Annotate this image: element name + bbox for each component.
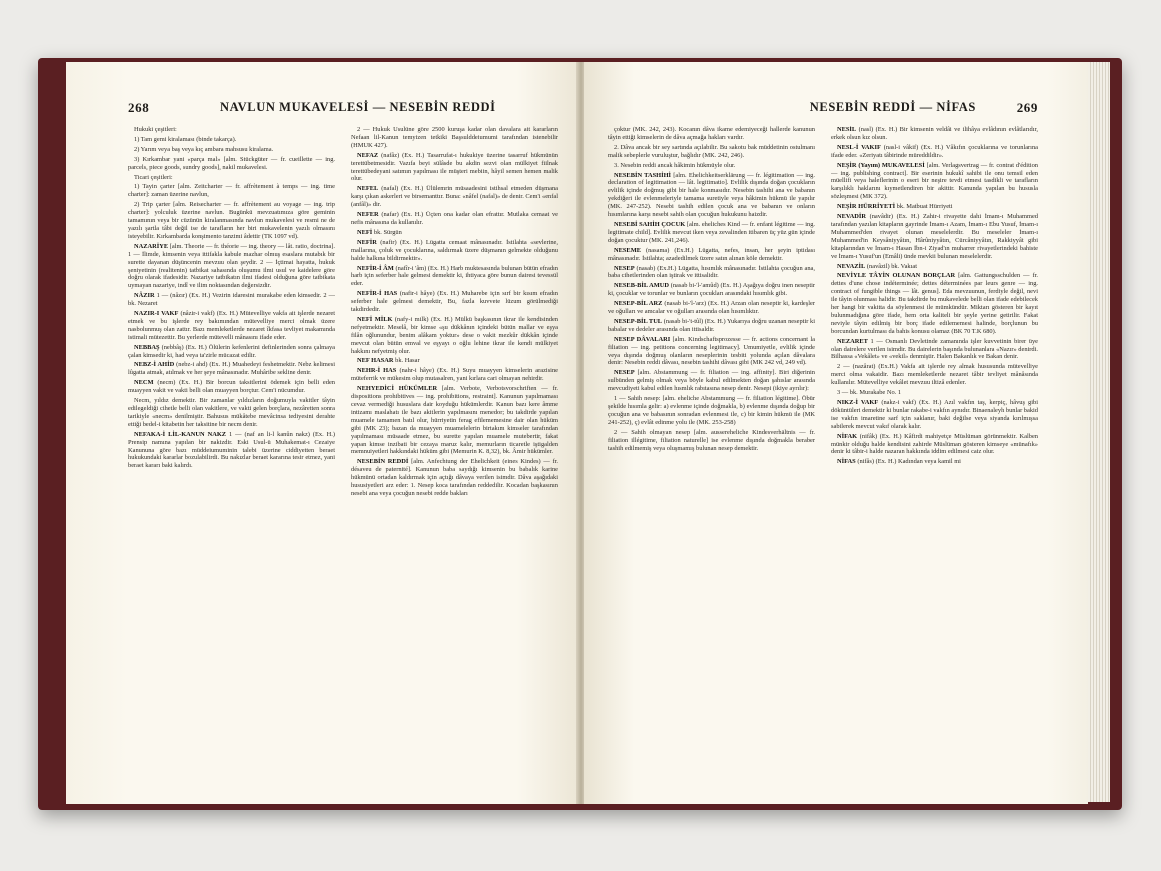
entry-headword: NEVADİR xyxy=(837,213,867,221)
entry-text: (nafâz) (Ex. H.) Tasarrufat-ı hukukiye üzerine tasarruf hükmünün terettübetmesidir. Vazıfa beyi sülâsde bu akdin sezvi olan mülkiyet fiilnak terettübedeyani satımın yapılması ile müşteri mebiin, hâyil semen hemen malik olur. xyxy=(351,151,558,183)
dictionary-entry xyxy=(831,144,1038,160)
entry-text: [alm. Anfechtung der Ehelichkeit (eines Kindes) — fr. désaveu de paternité]. Kanunun baba saydığı kimsenin bu babalık karine hükmünü ortadan kaldırmak için açtığı dâvaya verilen isimdir. Dâva aşağıdaki hususiyetleri arz eder: 1. Nesep koca tarafından reddedilir. Kocadan başkasının nesebi ana veya çocuğun nesebi redde bakları xyxy=(351,458,558,497)
dictionary-entry xyxy=(128,344,335,360)
dictionary-entry xyxy=(351,385,558,456)
dictionary-entry xyxy=(608,172,815,219)
entry-text: (nifâs) (Ex. H.) Kadından veya kamil mi xyxy=(857,458,961,466)
entry-text: (nasab bi-'l-'amûd) (Ex. H.) Aşağıya doğru inen neseptir ki, çocuklar ve torunlar ve bunların çocukları arasındaki hısımlık gibi. xyxy=(608,282,815,298)
entry-text: Ticari çeşitleri: xyxy=(134,173,173,181)
dictionary-entry xyxy=(128,361,335,377)
entry-text: (necm) (Ex. H.) Bir borcun taksitlerini ödemek için belli eden muayyen vakit ve vakti belli olan muayyen borçtur. Cem'i nücumdur. xyxy=(128,379,335,395)
entry-headword: NAZIR-I VAKF xyxy=(134,310,179,318)
dictionary-entry xyxy=(128,126,335,134)
dictionary-entry xyxy=(351,229,558,237)
dictionary-entry xyxy=(608,429,815,453)
dictionary-entry xyxy=(128,292,335,308)
entry-headword: NEF HASAR xyxy=(357,357,394,365)
entry-text: (nasl) (Ex. H.) Bir kimsenin veldâi ve ilihâya evlâdının evlâtlarıdır, erkek olsun kız olsun. xyxy=(831,126,1038,141)
dictionary-entry xyxy=(831,272,1038,335)
entry-text: (navâzil) bk. Vakıat xyxy=(866,262,918,270)
entry-text: 1 — (nâzır) (Ex. H.) Vezirin idaresini murakabe eden kimsedir. 2 — bk. Nezaret xyxy=(128,292,335,308)
dictionary-entry xyxy=(608,369,815,393)
entry-text: [alm. Verbote, Verbotsvorschriften — fr. dispositions prohibitives — ing. prohibitions, restraint]. Kanunun yapılmaması cevaz vermediği hususlara dair koyduğu hükümlerdir. Kanun bazı kere âmme intizamı maslahatı ile bazı akitlerin yapılmasını menedor; bu takdirde yapılan muamele tamamen batıl olur, hürriyetin ferag efilememesine dair olan hüküm gibi (MK 23); bazan da muayyen muamelelerin birtakım kimseler tarafından yapılmaması müsaade etmez, bu surette yapılan muamele mutebertir, fakat yapan kimse inzibati bir cezaya maruz kalır, memurların ticaretle iştigalden memnuiyetleri hakkındaki hüküm gibi (Memurin K. 8,32), bk. Âmir hükümler. xyxy=(351,385,558,456)
entry-headword: NESEBİN TASHİHİ xyxy=(614,171,672,179)
entry-headword: NEFİ MİLK xyxy=(357,315,393,323)
dictionary-entry xyxy=(608,336,815,368)
entry-headword: NEZARET xyxy=(837,337,868,345)
entry-text: (nasab) (Ex.H.) Lügatta, hısımlık mânasınadır. İstilahta çocuğun ana, baba cihetlerinden olan iştirak ve ittisalidir. xyxy=(608,264,815,280)
dictionary-entry xyxy=(831,363,1038,387)
dictionary-entry xyxy=(351,185,558,209)
entry-headword: NEŞİR HÜRRİYETİ xyxy=(837,203,896,211)
entry-text: (nafir) (Ex. H.) Lügatta cemaat mânasınadır. İstilahta «sevlerine, mallarına, çoluk ve çocuklarına, saldırmak üzere düşmanın gelmekte olduğunu halde halkına bildirmektir». xyxy=(351,238,558,262)
entry-headword: NEVİYLE TÂYİN OLUNAN BORÇLAR xyxy=(837,272,956,280)
dictionary-entry xyxy=(351,458,558,498)
dictionary-entry xyxy=(351,265,558,289)
entry-text: [alm. Abstammung — fr. filiation — ing. affinity]. Biri diğerinin sulbünden gelmiş olmak veya böyle kabul edilmekten doğan şahıslar arasında mevcudiyeti kabul edilen hısmlık rabıtasına nesep denir. Nesepi (ikiye ayrılır): xyxy=(608,369,815,393)
dictionary-entry xyxy=(128,174,335,182)
dictionary-entry xyxy=(351,316,558,356)
dictionary-entry xyxy=(831,389,1038,397)
entry-headword: NESEME xyxy=(614,246,641,254)
entry-text: (nifâk) (Ex. H.) Kâfirdi mahiyetçe Müslüman görünmektir. Kalben münkir olduğu halde kendisini zahirde Müslüman gösteren kimseye «münafık» denir ki tâbir-i halde nazaran hakkında iddim edilmesi caiz olur. xyxy=(831,432,1038,456)
entry-text: (nafal) (Ex. H.) Ülülemrin müsaadesini istihsal etmeden düşmana karşı çıkan askerleri ve birsemanttır. Buna: «nâfel (nafal)» de denir. Cem'i «enfal (anfâl)» dir. xyxy=(351,185,558,209)
entry-text: [alm. Kindschaftsprozesse — fr. actions concernant la filiation — ing. petitions concerning legitimacy]. Umumiyetle, evlilik içinde veya dışında doğmuş olanların neseplerinin tesbiti yolunda açılan dâvalara denir: Nesebin reddi dâvası, nesebin tashihi dâvası gibi (MK 242 vd, 249 vd). xyxy=(608,335,815,367)
dictionary-entry xyxy=(128,397,335,429)
right-running-head: NESEBİN REDDİ — NİFAS xyxy=(809,100,976,114)
dictionary-entry xyxy=(831,213,1038,260)
entry-text: 2) Yarım veya baş veya kıç ambara mahsusu kiralama. xyxy=(134,145,274,153)
entry-text: 3) Kırkambar yani «parça mal» [alm. Stückgüter — fr. cueillette — ing. parcels, piece goods, sundry goods], nakil mukavelesi. xyxy=(128,155,335,171)
entry-text: [alm. Gattungsschulden — fr. dettes d'une chose indéterminée; dettes déterminées par leurs genre — ing. contract of fungible things — lât. genus]. Eda mevzuunun, ferdiyle değil, nevi ile tâyin olunması halidir. Bu takdirde bu mukavelede belli olan ifade edebilecek her hangi bir vakitta da söylenmesi ile mümkündür. Miktarı gösteren bir kayıt bulunmadığına göre ifade, hem orta kaliteli bir şeyle yerine getirilir. Fakat neviyle tâyin edilmiş bir borç ifade edilememesi halinde, borçlunun bu borcundan kurtulması da bahis konusu olamaz (BK 70 T.K 680). xyxy=(831,272,1038,335)
entry-text: (nafy-i milk) (Ex. H.) Mülkü başkasının ikrar ile kendisinden nefyetmektir. Meselâ, bir kimse «şu dükkânın içindeki bütün mallar ve eşya filân oğlunundur, benim alâkam yoktur» dese o vakit mezkûr dükkân içinde mevcut olan bütün emval ve eşyayı o oğlu lehine ikrar ile kendi mülkiyet hakkını nefyetmiş olur. xyxy=(351,315,558,355)
entry-text: (nasama) (Ex.H.) Lügatta, nefes, insan, her şeyin iptidası mânasınadır. İstilahta; azadedilmek üzere satın alınan köle demektir. xyxy=(608,246,815,262)
dictionary-entry xyxy=(608,300,815,316)
entry-text: (nasab bi-'t-tûl) (Ex. H.) Yukarıya doğru uzanan neseptir ki babalar ve dedeler arasında olan ittisaldir. xyxy=(608,317,815,333)
entry-headword: NESEP DÂVALARI xyxy=(614,335,671,343)
entry-headword: NESEP xyxy=(614,264,635,272)
entry-text: 1) Tam gemi kiralaması (binde takarça). xyxy=(134,135,237,143)
dictionary-entry xyxy=(351,290,558,314)
entry-headword: NÂZIR xyxy=(134,292,155,300)
entry-text: bk. Hasar xyxy=(395,357,420,365)
dictionary-entry xyxy=(608,265,815,281)
entry-text: 2 — (nazârat) (Ex.H.) Vakfa ait işlerde rey almak hususunda mütevelliye merci olma vakaidir. Bazı memleketlerde nezaret tâbir tevliyet mânâsında kullanılır. Mütevelliye vekâlet mevzuu iltizâ edenler. xyxy=(831,363,1038,387)
entry-text: [alm. Ehelichkeitserklärung — fr. légitimation — ing. declaration of legitimation — lât. legitimatio]. Evlilik dışında doğan çocukların evlilik içinde doğmuş gibi bir hale konmasıdır. Nesebin tashihi ana ve babanın yekdiğeri ile evlenmeleriyle tamama suretiyle veya hâkimin hükmü ile yapılır (MK. 247-252). Nesebi tashih edilen çocuk ana ve babanın ve onların hısımlarına karşı nesebi sahih olan çocuğun hukukunu haizdir. xyxy=(608,171,815,219)
dictionary-entry xyxy=(128,243,335,290)
dictionary-entry xyxy=(128,136,335,144)
entry-text: (nasl-i vâkif) (Ex. H.) Vâkıfın çocuklarına ve torunlarına ifade eder. «Zeriyatı tâbirinde müreddildir». xyxy=(831,143,1038,159)
entry-headword: NEHYEDİCİ HÜKÜMLER xyxy=(357,385,438,393)
dictionary-entry xyxy=(608,282,815,298)
entry-headword: NİFAS xyxy=(837,458,856,466)
entry-text: 2) Trip çarter [alm. Reisecharter — fr. affrètement au voyage — ing. trip charter]: yolculuk üzerine navlun. Bugünkü mevzuatımıza göre geminin tamamının veya bir cüzünün kiralanmasında navlun mukavelesi ve resmi ne de yazılı şartla tâbi değil ise de tarafların her biri mukavelenin yazılı olmasını isteyebilir. Kırkambarda konşimento tanzimi âdettir (TK 1097 vd). xyxy=(128,201,335,240)
entry-headword: NEFEL xyxy=(357,185,379,193)
dictionary-entry xyxy=(831,458,1038,466)
right-page-number: 269 xyxy=(1016,100,1038,115)
left-page-header xyxy=(128,100,558,122)
dictionary-entry xyxy=(351,239,558,263)
entry-headword: NEFİR-İ ÂM xyxy=(357,264,394,272)
entry-headword: NEBBAŞ xyxy=(134,343,160,351)
entry-headword: NECM xyxy=(134,379,154,387)
entry-text: (navâdir) (Ex. H.) Zahir-i rivayette dahi İmam-ı Muhammed tarafından yazılan kitapların gayrinde İmam-ı Azam, İmam-ı Ebu Yusuf, İmam-ı Muhammed'den rivayet olunan meselelerdir. Bu meseleler İmam-ı Muhammed'in Keysâniyyâtın, Hârûniyyâtın, Cürcâniyyâtın, Rakkiyyât gibi kitaplarından ve İmam-ı Hasan İbn-i Ziyad'ın muharrer rivayetlerindeki bahiste ve İmam-ı Yusuf'un (Emâli) ünde mevkii bulunan meselelerdir. xyxy=(831,213,1038,260)
dictionary-entry xyxy=(128,146,335,154)
entry-text: [alm. Theorie — fr. théorie — ing. theory — lât. ratio, doctrina]. 1 — İlimde, kimsenin veya ittifakla kabule mazhar olmuş esaslara mutabık bir surette dayanan düşüncenin mevzuu olan şeydir. 2 — İçtimai hayatta, hukuk şeniyetinin (realitenin) tatbikat sahasında oluşumu ilmi usul ve kaidelere göre doğru olarak ifadesidir. Nazariye tatbikatın ilmi ifadesi olduğuna göre tatbikata uymayan nazariye, indî ve ilim noktasından değersizdir. xyxy=(128,242,335,290)
dictionary-entry xyxy=(128,310,335,342)
left-page-column-1 xyxy=(128,126,335,766)
entry-text: 3. Nesebin reddi ancak hâkimin hükmüyle olur. xyxy=(614,161,736,169)
dictionary-entry xyxy=(128,379,335,395)
entry-text: Hukuki çeşitleri: xyxy=(134,126,177,133)
entry-text: 1 — Sahih nesep: [alm. eheliche Abstammung — fr. filiation légitime]. Öbür şekilde hısımla gelir: a) evlenme içinde doğmakla, b) evlenme dışında doğup bir çocuğun ana ve babasının sonradan evlenmesi ile, c) bir kimin hükmü ile (MK 241-252), ç) evlât edinme yolu ile (MK. 253-258) xyxy=(608,395,815,426)
dictionary-entry xyxy=(831,126,1038,142)
entry-text: Necm, yıldız demektir. Bir zamanlar yıldızların doğumuyla vakitler tâyin edilegeldiği cihetle belli olan vakitlere, ve vakti gelen borçlara, nezâretten sonra tarikiyle «necm» denilmiştir. Bahusus mükâtebe mevâcinsa tediyesini derahte ettiği bedel-i kitabetin her taksitine bir necm denir. xyxy=(128,397,335,428)
entry-text: 2 — Sahih olmayan nesep [alm. aussereheliche Kindesverhältnis — fr. filiation illégitime, filiation naturelle] ise evlenme dışında doğmakla beraber tashih edilmemiş veya oluşmamış bulunan nesep demektir. xyxy=(608,428,815,452)
entry-headword: NESEB-BİL AMUD xyxy=(614,282,669,290)
entry-text: (nebbâş) (Ex. H.) Ölülerin kefenlerini definlerinden sonra çalmaya çalan kimsedir ki, had veya ta'zirle mücazat edilir. xyxy=(128,343,335,359)
dictionary-entry xyxy=(608,395,815,427)
left-page xyxy=(66,62,578,804)
dictionary-entry xyxy=(831,338,1038,362)
entry-text: (nafîr-i 'âm) (Ex. H.) Harb muktesasında bulunan bütün efradın harb için seferber hale gelmesi demektir ki, ihtiyaca göre bunun dairesi tevessül eder. xyxy=(351,264,558,288)
page-edges xyxy=(1088,62,1110,802)
dictionary-entry xyxy=(831,263,1038,271)
dictionary-entry xyxy=(351,357,558,365)
dictionary-entry xyxy=(608,221,815,245)
dictionary-entry xyxy=(831,399,1038,431)
entry-headword: NEFAZ xyxy=(357,151,379,159)
entry-headword: NEHR-İ HAS xyxy=(357,367,397,375)
entry-text: (nafar) (Ex. H.) Üçten ona kadar olan efrattır. Mutlaka cemaat ve nefis mânasına da kullanılır. xyxy=(351,211,558,226)
entry-text: (nafir-i hâye) (Ex. H.) Muharebe için sırf bir kısım efradın seferber hale gelmesi demektir, Bu, fazla kuvvete lüzum görülmediği takdirdedir. xyxy=(351,290,558,314)
dictionary-entry xyxy=(128,156,335,172)
entry-text: 2 — Hukuk Usulüne göre 2500 kuruşa kadar olan davalara ait kararların Nefaan lil-Kanun temyizen tetkiki Başsulddeiumumi tarafından istenebilir (HMUK 427). xyxy=(351,126,558,149)
entry-headword: NEFER xyxy=(357,211,379,219)
dictionary-entry xyxy=(128,431,335,471)
dictionary-entry xyxy=(608,144,815,160)
dictionary-entry xyxy=(351,211,558,227)
right-page-header xyxy=(608,100,1038,122)
entry-headword: NEBZ-İ AHİD xyxy=(134,361,175,369)
dictionary-entry xyxy=(831,433,1038,457)
entry-text: bk. Matbuat Hürriyeti xyxy=(896,203,953,211)
entry-text: 3 — bk. Murakabe No. 1 xyxy=(837,389,902,397)
dictionary-entry xyxy=(351,126,558,150)
entry-text: çoktur (MK. 242, 243). Kocanın dâva ikame edemiyeceği hallerde kanunun tâyin ettiği kimselerin de dâva açmağa hakları vardır. xyxy=(608,126,815,141)
right-page xyxy=(584,62,1088,804)
dictionary-entry xyxy=(351,152,558,184)
dictionary-entry xyxy=(608,318,815,334)
entry-headword: NESEP-BİL TUL xyxy=(614,317,663,325)
entry-headword: NESEBİ SAHİH ÇOCUK xyxy=(614,220,686,228)
entry-headword: NEFİR xyxy=(357,238,377,246)
left-page-column-2 xyxy=(351,126,558,766)
entry-headword: NEFİ xyxy=(357,228,373,236)
entry-text: (nâzir-i vakf) (Ex. H.) Mütevelliye vakfa ait işlerde nezaret etmek ve bu işlerde rey bakımından mütevelliye merci olmak üzere nasbolunmuş olan zattır. Bazı memleketlerde nezaret îkfasa tevliyet makamında istimali mütezettir. Bu yerlerde mütevelli mânasını ifade eder. xyxy=(128,310,335,341)
dictionary-entry xyxy=(608,126,815,142)
entry-text: 1 — Osmanlı Devletinde zamanında işler kuvvetinin birer üye olan dairelere verilen isimdir. Bu dairelerin başında bulunanlara «Nazır» denirdi. Bilhassa «Vekâlet» ve «vekil» denmiştir. Halen Bakanlık ve Bakan denir. xyxy=(831,337,1038,361)
dictionary-entry xyxy=(128,201,335,241)
entry-text: [alm. eheliches Kind — fr. enfant légitime — ing. legitimate child]. Evlilik mevcut iken veya zevalinden itibaren üç yüz gün içinde doğan çocuktur (MK. 241,246). xyxy=(608,220,815,244)
entry-headword: NAZARİYE xyxy=(134,242,169,250)
right-page-column-1 xyxy=(608,126,815,766)
entry-headword: NESL-İ VAKIF xyxy=(837,143,881,151)
dictionary-entry xyxy=(351,367,558,383)
entry-text: [alm. Verlagsvertrag — fr. contrat d'édition — ing. publishing contract]. Bir eserinin hukukî sahibi ile onu temsil eden müellifi veya haleflerinin o eseri bir neşire tevdi etmesi tasdikli ve tarafların karşılıklı haklarını kıymetlendiren bir akittir. Kanunda yapılan bu hususla sözleşmesi (MK 372). xyxy=(831,161,1038,201)
dictionary-entry xyxy=(831,162,1038,202)
entry-headword: NESİL xyxy=(837,126,857,133)
left-running-head: NAVLUN MUKAVELESİ — NESEBİN REDDİ xyxy=(220,100,496,114)
entry-text: (nahr-i hâye) (Ex. H.) Suyu muayyen kimselerin arazisine müteferrik ve mükesim olup mutasalren, yani kırlara cari olmayan nehirdir. xyxy=(351,367,558,383)
entry-text: 1 — (naf an li-l kanûn nakz) (Ex. H.) Prensip namına yapılan bir nakizdir. Eski Usul-ü Muhakemat-ı Cezaiye Kanununa göre bazı müddeiumuminin talebi üzerine ciddiyetten beraet hukukundaki kararlar bozulabilirdi. Bu nakızlar beraet kararına tesir etmez, yani beraet kararı baki kalırdı. xyxy=(128,430,335,470)
entry-text: (nasab bi-'l-'arz) (Ex. H.) Arzan olan neseptir ki, kardeşler ve oğulları ve amcalar ve oğulları arasında olan hısımlıktır. xyxy=(608,300,815,316)
entry-text: (nakz-i vakf) (Ex. H.) Azıl vakfın taş, kerpiç, hâvuş gibi döküntüleri demektir ki bunlar rakabe-i vakfın aynıdır. Binaenaleyh bunlar bakid ise vakfın imaretine sarf için saklanır, baki değilse veya siyanda kırılmışsa sabilerek mevcut vakıf olarak kalır. xyxy=(831,399,1038,430)
entry-headword: NEŞİR (Yayım) MUKAVELESİ xyxy=(837,161,925,169)
entry-text: (nebz-i ahd) (Ex. H.) Muahedeyi feshetmektir. Nebz kelimesi lûgatta atmak, atılmak ve her şeye mânasınadır. Muhâribe sekline denir. xyxy=(128,361,335,377)
entry-headword: NEVAZİL xyxy=(837,262,866,270)
dictionary-entry xyxy=(608,247,815,263)
entry-text: bk. Sürgün xyxy=(373,228,402,236)
entry-text: 1) Tayin çarter [alm. Zeitcharter — fr. affrètement à temps — ing. time charter]: zaman üzerine navlun, xyxy=(128,183,335,199)
entry-headword: NEFİR-İ HAS xyxy=(357,290,398,298)
entry-headword: NİFAK xyxy=(837,432,858,440)
entry-headword: NESEBİN REDDİ xyxy=(357,458,409,466)
dictionary-entry xyxy=(608,162,815,170)
entry-headword: NIKZ-İ VAKF xyxy=(837,399,879,406)
dictionary-entry xyxy=(831,203,1038,211)
entry-text: 2. Dâva ancak bir sey sartında açılabilir. Bu sakotu bak müddetinin ostulmanı malik sebeplerle vuruluştur, bağlıdır (MK. 242, 246). xyxy=(608,143,815,159)
right-page-column-2 xyxy=(831,126,1038,766)
entry-headword: NESEP-BİL ARZ xyxy=(614,300,663,308)
entry-headword: NESEP xyxy=(614,369,635,377)
entry-headword: NEFAKA-İ LİL-KANUN NAKZ xyxy=(134,430,227,438)
dictionary-entry xyxy=(128,183,335,199)
left-page-number: 268 xyxy=(128,100,150,115)
